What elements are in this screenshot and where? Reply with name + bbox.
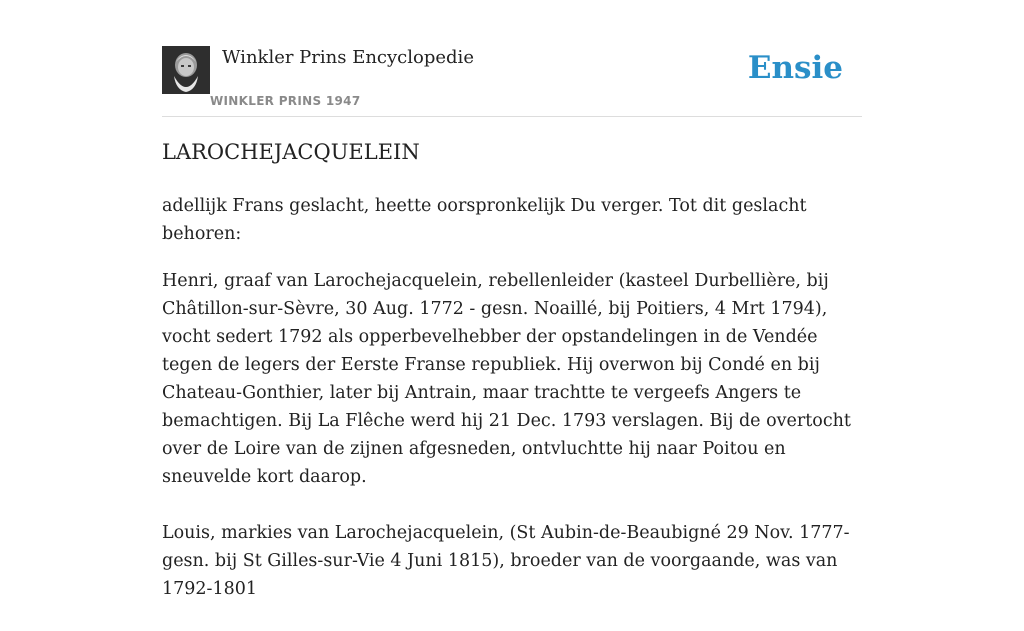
article-title: LAROCHEJACQUELEIN — [162, 140, 420, 164]
source-header — [162, 46, 862, 117]
portrait-avatar[interactable] — [162, 46, 210, 94]
article-paragraph: Louis, markies van Larochejacquelein, (St Aubin-de-Beaubigné 29 Nov. 1777-gesn. bij St Gilles-sur-Vie 4 Juni 1815), broeder van de voorgaande, was van 1792-1801 — [162, 523, 850, 599]
article-intro: adellijk Frans geslacht, heette oorspronkelijk Du verger. Tot dit geslacht behoren: — [162, 196, 807, 244]
source-subtitle[interactable]: WINKLER PRINS 1947 — [210, 94, 361, 108]
brand-logo[interactable]: Ensie — [747, 50, 843, 86]
source-title[interactable]: Winkler Prins Encyclopedie — [222, 47, 474, 68]
article-body — [162, 192, 862, 631]
article-paragraph: Henri, graaf van Larochejacquelein, rebellenleider (kasteel Durbellière, bij Châtillon-sur-Sèvre, 30 Aug. 1772 - gesn. Noaillé, bij Poitiers, 4 Mrt 1794), vocht sedert 1792 als opperbevelhebber der opstandelingen in de Vendée tegen de legers der Eerste Franse republiek. Hij overwon bij Condé en bij Chateau-Gonthier, later bij Antrain, maar trachtte te vergeefs Angers te bemachtigen. Bij La Flêche werd hij 21 Dec. 1793 verslagen. Bij de overtocht over de Loire van de zijnen afgesneden, ontvluchtte hij naar Poitou en sneuvelde kort daarop. — [162, 271, 851, 487]
portrait-icon — [162, 46, 210, 94]
